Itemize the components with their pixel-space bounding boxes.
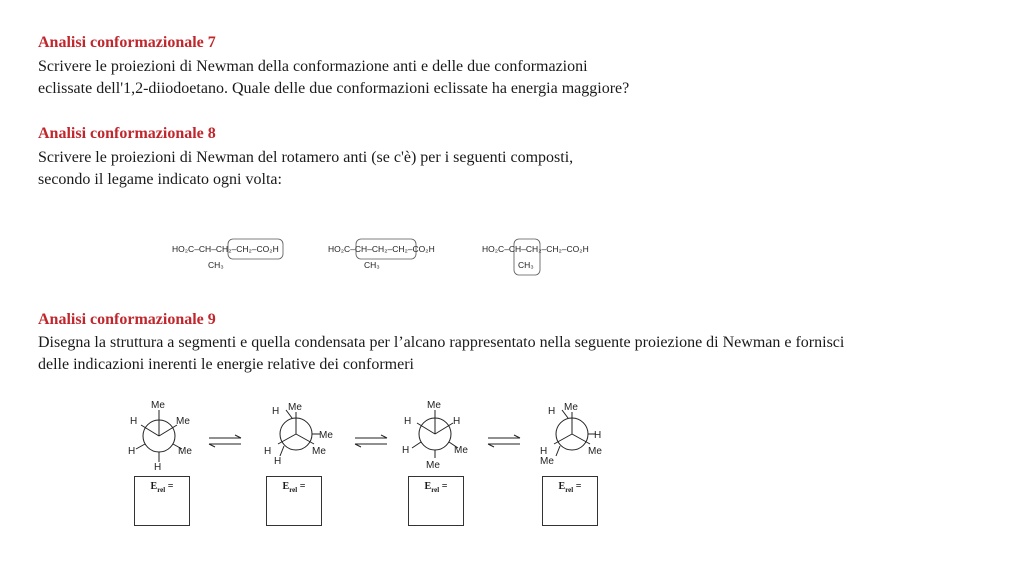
- energy-label-sub: rel: [289, 486, 298, 494]
- newman-projection-3: [390, 398, 480, 470]
- section-8-line-1: Scrivere le proiezioni di Newman del rotamero anti (se c'è) per i seguenti composti,: [38, 149, 574, 166]
- section-8-title: Analisi conformazionale 8: [38, 125, 216, 142]
- n3-lower-right: Me: [454, 445, 468, 456]
- formula-1-sub: CH₃: [208, 260, 224, 270]
- n3-upper-left: H: [404, 416, 412, 427]
- formula-1-text: [172, 244, 279, 270]
- energy-label-sub: rel: [157, 486, 166, 494]
- section-7-line-1: Scrivere le proiezioni di Newman della conformazione anti e delle due conformazioni: [38, 58, 588, 75]
- newman-projection-4: [532, 398, 622, 470]
- energy-label-e: E: [424, 481, 432, 492]
- section-9-text: [38, 332, 844, 376]
- section-9-line-1: Disegna la struttura a segmenti e quella condensata per l’alcano rappresentato nella seguente proiezione di Newman e fornisci: [38, 334, 845, 351]
- energy-label-eq: =: [297, 481, 306, 492]
- n4-bottom: Me: [540, 456, 554, 467]
- n3-upper-right: H: [453, 416, 461, 427]
- energy-label-e: E: [150, 481, 158, 492]
- n1-lower-right: Me: [178, 446, 192, 457]
- n2-lower-left: H: [264, 446, 272, 457]
- section-9-line-2: delle indicazioni inerenti le energie relative dei conformeri: [38, 356, 414, 373]
- formula-3-main: HO₂C–CH–CH₂–CH₂–CO₂H: [482, 244, 589, 254]
- n2-top-left: H: [272, 406, 280, 417]
- n2-bottom: H: [274, 456, 282, 467]
- energy-label-sub: rel: [565, 486, 574, 494]
- energy-label-e: E: [282, 481, 290, 492]
- n2-right: Me: [319, 430, 333, 441]
- energy-box-3: [408, 476, 464, 526]
- energy-box-1: [134, 476, 190, 526]
- energy-box-4: [542, 476, 598, 526]
- formula-2-main: HO₂C–CH–CH₂–CH₂–CO₂H: [328, 244, 435, 254]
- energy-label-eq: =: [439, 481, 448, 492]
- n4-top: Me: [564, 402, 578, 413]
- formula-2-text: [328, 244, 435, 270]
- section-7-line-2: eclissate dell'1,2-diiodoetano. Quale delle due conformazioni eclissate ha energia maggiore?: [38, 80, 630, 97]
- n2-top: Me: [288, 402, 302, 413]
- n1-bottom: H: [154, 462, 162, 470]
- n1-upper-left: H: [130, 416, 138, 427]
- formula-1-main: HO₂C–CH–CH₂–CH₂–CO₂H: [172, 244, 279, 254]
- energy-label-eq: =: [165, 481, 174, 492]
- n4-right: H: [594, 430, 602, 441]
- section-9-title: Analisi conformazionale 9: [38, 311, 216, 328]
- n3-bottom: Me: [426, 460, 440, 470]
- n2-lower-right: Me: [312, 446, 326, 457]
- equilibrium-arrow-1: [207, 434, 243, 448]
- n1-lower-left: H: [128, 446, 136, 457]
- equilibrium-arrow-2: [353, 434, 389, 448]
- energy-label-e: E: [558, 481, 566, 492]
- section-8-text: [38, 147, 573, 191]
- n1-upper-right: Me: [176, 416, 190, 427]
- n4-lower-right: Me: [588, 446, 602, 457]
- formula-2-sub: CH₃: [364, 260, 380, 270]
- n4-lower-left: H: [540, 446, 548, 457]
- section-7-text: [38, 56, 629, 100]
- newman-projection-2: [256, 398, 346, 470]
- energy-label-eq: =: [573, 481, 582, 492]
- formula-3-text: [482, 244, 589, 270]
- energy-label-sub: rel: [431, 486, 440, 494]
- section-7-title: Analisi conformazionale 7: [38, 34, 216, 51]
- n3-top: Me: [427, 400, 441, 411]
- formula-3-sub: CH₃: [518, 260, 534, 270]
- newman-projection-1: [114, 398, 204, 470]
- n4-top-left: H: [548, 406, 556, 417]
- n1-top: Me: [151, 400, 165, 411]
- energy-box-2: [266, 476, 322, 526]
- section-8-line-2: secondo il legame indicato ogni volta:: [38, 171, 282, 188]
- n3-lower-left: H: [402, 445, 410, 456]
- equilibrium-arrow-3: [486, 434, 522, 448]
